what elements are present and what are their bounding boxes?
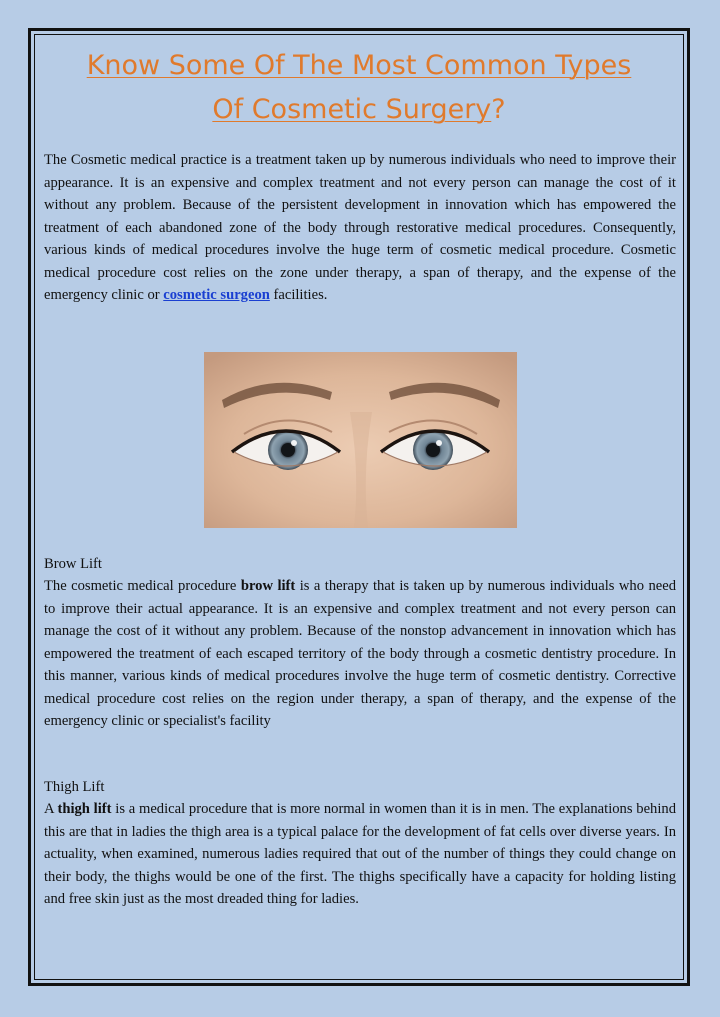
thigh-lift-heading: Thigh Lift: [44, 779, 105, 795]
brow-lift-heading: Brow Lift: [44, 556, 102, 572]
intro-paragraph: [44, 149, 676, 307]
thigh-lift-text-start: A: [44, 801, 58, 817]
page-title: [34, 44, 684, 132]
brow-lift-text-start: The cosmetic medical procedure: [44, 578, 241, 594]
thigh-lift-text-rest: is a medical procedure that is more normal in women than it is in men. The explanations behind this are that in ladies the thigh area is a typical palace for the development of fat cells over diverse years. In actuality, when examined, numerous ladies required that out of the number of things they could change on their body, the thighs would be one of the first. The thighs specifically have a capacity for holding listing and free skin just as the most dreaded thing for ladies.: [44, 801, 676, 907]
thigh-lift-bold: thigh lift: [57, 801, 112, 817]
title-question-mark: ?: [491, 94, 506, 125]
intro-text: The Cosmetic medical practice is a treatment taken up by numerous individuals who need to improve their appearance. It is an expensive and complex treatment and not every person can manage the cost of it without any problem. Because of the persistent development in innovation which has empowered the treatment of each abandoned zone of the body through restorative medical procedures. Consequently, various kinds of medical procedures involve the huge term of cosmetic medical procedure. Cosmetic medical procedure cost relies on the zone under therapy, a span of therapy, and the expense of the emergency clinic or: [44, 152, 676, 303]
thigh-lift-paragraph: [44, 798, 676, 911]
title-line-1: Know Some Of The Most Common Types: [86, 50, 632, 81]
eyes-photo: [204, 352, 517, 528]
brow-lift-paragraph: [44, 575, 676, 733]
brow-lift-text-rest: is a therapy that is taken up by numerous individuals who need to improve their actual appearance. It is an expensive and complex treatment and not every person can manage the cost of it without any problem. Because of the nonstop advancement in innovation which has empowered the treatment of each escaped territory of the body through a cosmetic dentistry procedure. In this manner, various kinds of medical procedures involve the huge term of cosmetic dentistry. Corrective medical procedure cost relies on the region under therapy, a span of therapy, and the expense of the emergency clinic or specialist's facility: [44, 578, 676, 729]
title-line-2: Of Cosmetic Surgery: [212, 94, 492, 125]
intro-tail: facilities.: [269, 287, 328, 303]
cosmetic-surgeon-link[interactable]: cosmetic surgeon: [163, 287, 270, 303]
brow-lift-bold: brow lift: [240, 578, 296, 594]
